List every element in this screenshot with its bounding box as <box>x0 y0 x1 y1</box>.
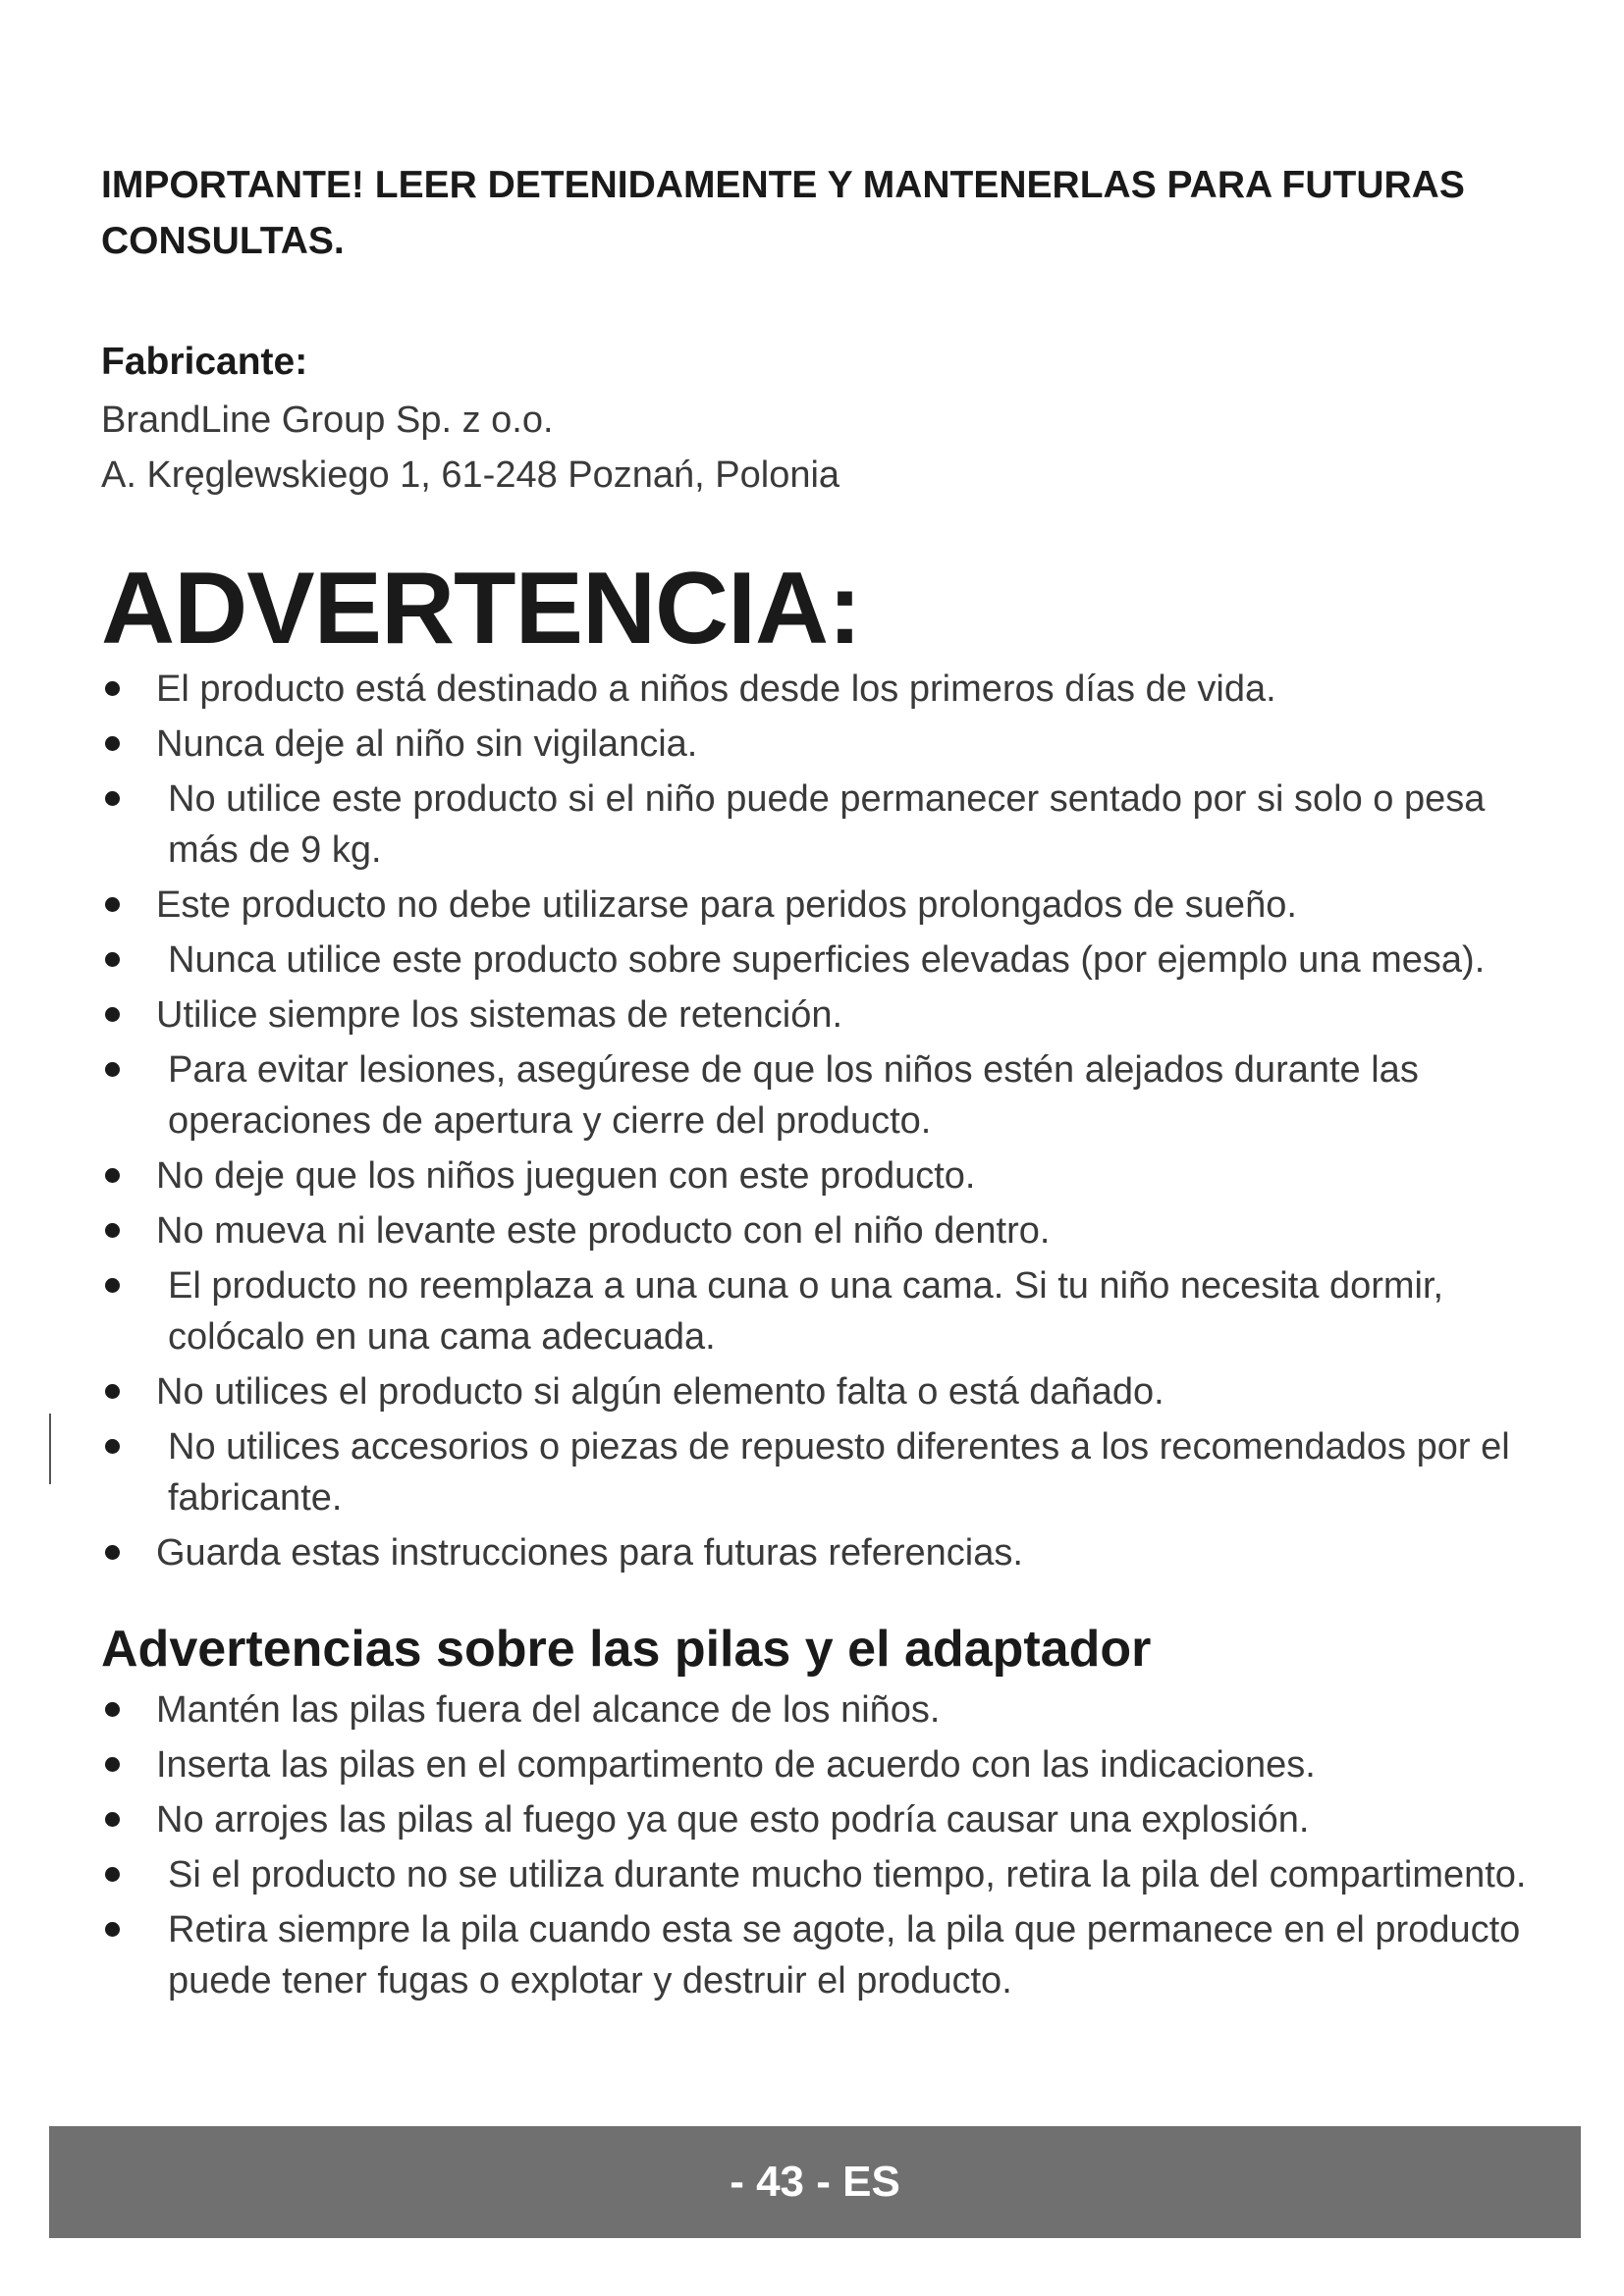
list-item: Si el producto no se utiliza durante mucho tiempo, retira la pila del compartimento. <box>101 1849 1554 1900</box>
manufacturer-label: Fabricante: <box>101 341 308 383</box>
list-item: El producto está destinado a niños desde los primeros días de vida. <box>101 664 1554 715</box>
page-content <box>101 157 1554 2010</box>
list-item: Utilice siempre los sistemas de retención. <box>101 989 1554 1041</box>
bullet-icon <box>105 1439 120 1454</box>
bullet-icon <box>105 1812 120 1827</box>
list-item: Mantén las pilas fuera del alcance de los niños. <box>101 1684 1554 1735</box>
bullet-icon <box>105 1757 120 1772</box>
bullet-icon <box>105 1007 120 1022</box>
page-number: - 43 - ES <box>730 2158 900 2206</box>
bullet-icon <box>105 1702 120 1717</box>
bullet-icon <box>105 1278 120 1293</box>
bullet-icon <box>105 1168 120 1183</box>
list-item: No utilices accesorios o piezas de repuesto diferentes a los recomendados por el fabricante. <box>101 1421 1554 1523</box>
battery-section-title: Advertencias sobre las pilas y el adaptador <box>101 1621 1152 1678</box>
bullet-icon <box>105 1867 120 1882</box>
list-item: Guarda estas instrucciones para futuras referencias. <box>101 1527 1554 1578</box>
manufacturer-street: A. Kręglewskiego 1, 61-248 Poznań, Polonia <box>101 454 840 496</box>
page-footer <box>49 2126 1581 2238</box>
bullet-icon <box>105 1545 120 1560</box>
list-item: No utilices el producto si algún elemento falta o está dañado. <box>101 1366 1554 1417</box>
list-item: No deje que los niños jueguen con este producto. <box>101 1150 1554 1201</box>
bullet-icon <box>105 952 120 967</box>
bullet-icon <box>105 1384 120 1399</box>
important-notice: IMPORTANTE! LEER DETENIDAMENTE Y MANTENERLAS PARA FUTURAS CONSULTAS. <box>101 164 1465 262</box>
battery-list <box>101 1684 1554 2006</box>
bullet-icon <box>105 681 120 696</box>
bullet-icon <box>105 1922 120 1937</box>
bullet-icon <box>105 1223 120 1238</box>
bullet-icon <box>105 897 120 912</box>
change-bar-mark <box>49 1414 51 1484</box>
warning-title: ADVERTENCIA: <box>101 552 861 666</box>
list-item: No utilice este producto si el niño puede permanecer sentado por si solo o pesa más de 9 kg. <box>101 774 1554 876</box>
bullet-icon <box>105 1062 120 1077</box>
list-item: Retira siempre la pila cuando esta se agote, la pila que permanece en el producto puede tener fugas o explotar y destruir el producto. <box>101 1904 1554 2006</box>
list-item: El producto no reemplaza a una cuna o una cama. Si tu niño necesita dormir, colócalo en una cama adecuada. <box>101 1260 1554 1362</box>
list-item: Nunca utilice este producto sobre superficies elevadas (por ejemplo una mesa). <box>101 934 1554 986</box>
list-item: No arrojes las pilas al fuego ya que esto podría causar una explosión. <box>101 1794 1554 1845</box>
manufacturer-address <box>101 393 1554 503</box>
manufacturer-name: BrandLine Group Sp. z o.o. <box>101 400 554 441</box>
list-item: Para evitar lesiones, asegúrese de que los niños estén alejados durante las operaciones de apertura y cierre del producto. <box>101 1044 1554 1147</box>
list-item: Inserta las pilas en el compartimento de acuerdo con las indicaciones. <box>101 1739 1554 1790</box>
list-item: No mueva ni levante este producto con el niño dentro. <box>101 1205 1554 1256</box>
bullet-icon <box>105 736 120 751</box>
list-item: Nunca deje al niño sin vigilancia. <box>101 719 1554 770</box>
warning-list <box>101 664 1554 1578</box>
list-item: Este producto no debe utilizarse para peridos prolongados de sueño. <box>101 880 1554 931</box>
bullet-icon <box>105 791 120 806</box>
